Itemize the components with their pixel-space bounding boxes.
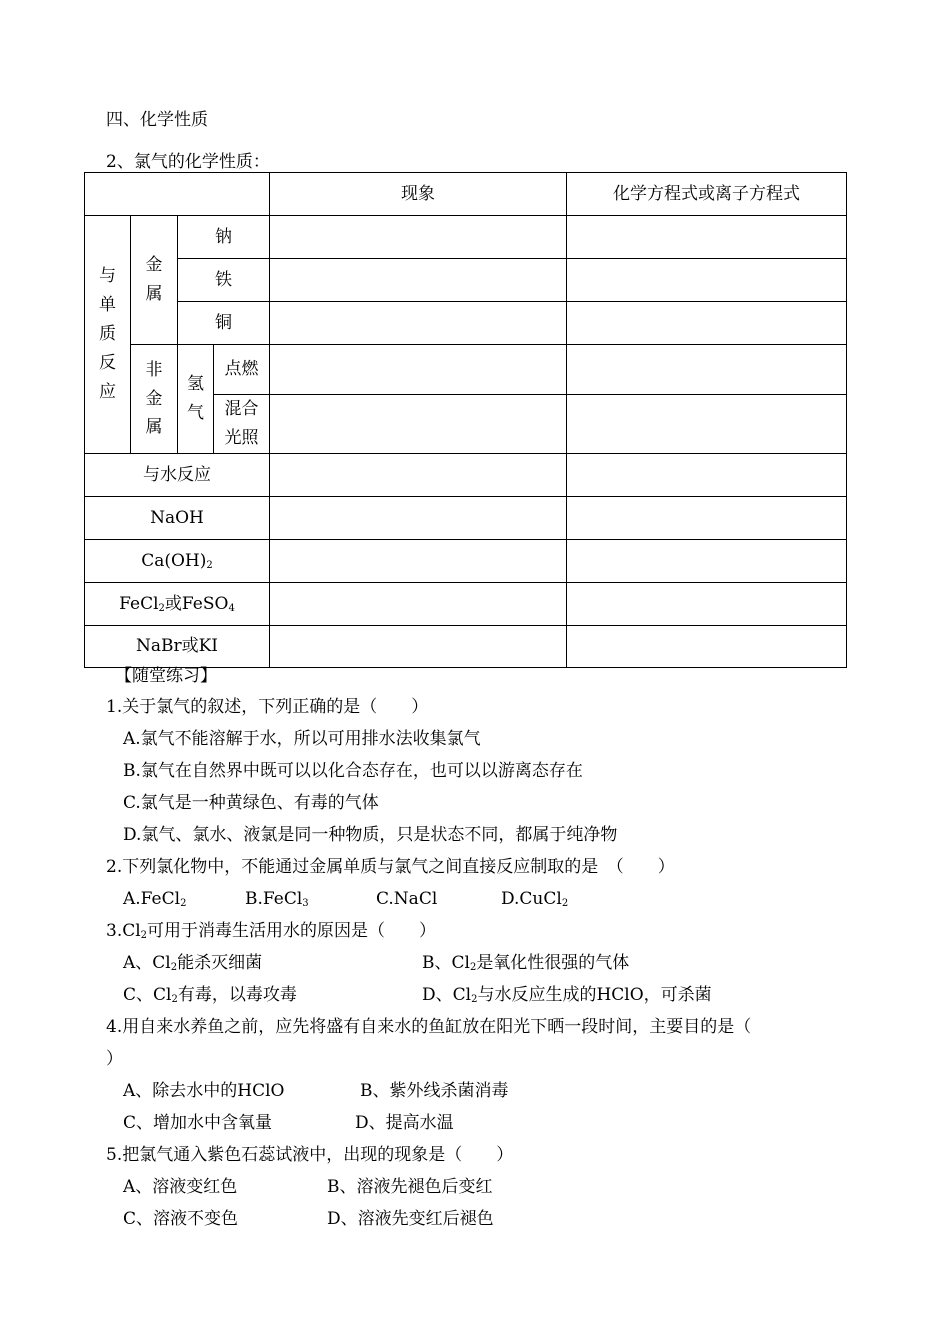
answer-cell[interactable]	[270, 216, 567, 259]
row-fecl2-feso4	[85, 583, 270, 626]
q5-option-c[interactable]: C、溶液不变色	[123, 1209, 239, 1229]
answer-cell[interactable]	[567, 302, 847, 345]
answer-cell[interactable]	[270, 259, 567, 302]
table-row	[85, 302, 847, 345]
chlorine-properties-table	[84, 172, 847, 668]
q3-d-post: 与水反应生成的HClO，可杀菌	[477, 985, 712, 1005]
answer-cell[interactable]	[567, 395, 847, 454]
q1-option-a[interactable]: A.氯气不能溶解于水，所以可用排水法收集氯气	[123, 729, 481, 749]
q3-option-c[interactable]	[123, 987, 297, 1005]
answer-cell[interactable]	[270, 540, 567, 583]
group-metal	[131, 216, 178, 345]
q3-c-post: 有毒，以毒攻毒	[177, 985, 297, 1005]
q2-a-sub: 2	[180, 898, 187, 909]
table-row	[85, 216, 847, 259]
question-5: 5.把氯气通入紫色石蕊试液中，出现的现象是（ ）	[106, 1145, 514, 1165]
header-equation: 化学方程式或离子方程式	[567, 173, 847, 216]
answer-cell[interactable]	[567, 454, 847, 497]
h2-light-label: 混合光照	[224, 399, 259, 448]
q3-pre: 3.Cl	[106, 921, 141, 941]
table-row	[85, 583, 847, 626]
q3-option-a[interactable]	[123, 955, 262, 973]
q2-option-b[interactable]	[245, 891, 309, 909]
q3-option-b[interactable]	[422, 955, 629, 973]
q3-post: 可用于消毒生活用水的原因是（ ）	[147, 921, 437, 941]
metal-fe: 铁	[178, 259, 270, 302]
answer-cell[interactable]	[567, 626, 847, 668]
answer-cell[interactable]	[567, 540, 847, 583]
table-row	[85, 259, 847, 302]
answer-cell[interactable]	[567, 497, 847, 540]
answer-cell[interactable]	[270, 497, 567, 540]
q2-d-text: D.CuCl	[501, 889, 562, 909]
answer-cell[interactable]	[270, 395, 567, 454]
q2-b-text: B.FeCl	[245, 889, 303, 909]
q3-d-pre: D、Cl	[422, 985, 472, 1005]
answer-cell[interactable]	[567, 259, 847, 302]
q2-a-text: A.FeCl	[123, 889, 181, 909]
practice-heading: 【随堂练习】	[115, 666, 217, 686]
row-nabr-ki: NaBr或KI	[85, 626, 270, 668]
q5-option-b[interactable]: B、溶液先褪色后变红	[327, 1177, 493, 1197]
metal-na: 钠	[178, 216, 270, 259]
group-single-label: 与单质反应	[99, 266, 116, 402]
answer-cell[interactable]	[270, 454, 567, 497]
q3-b-sub: 2	[469, 962, 477, 973]
hydrogen-cell	[178, 345, 214, 454]
table-row	[85, 454, 847, 497]
answer-cell[interactable]	[567, 583, 847, 626]
table-row	[85, 626, 847, 668]
question-4: 4.用自来水养鱼之前，应先将盛有自来水的鱼缸放在阳光下晒一段时间，主要目的是（	[106, 1017, 752, 1037]
q2-option-c[interactable]: C.NaCl	[376, 889, 438, 909]
q3-a-post: 能杀灭细菌	[177, 953, 263, 973]
question-2: 2.下列氯化物中，不能通过金属单质与氯气之间直接反应制取的是 （ ）	[106, 857, 675, 877]
row-caoh2	[85, 540, 270, 583]
q4-option-b[interactable]: B、紫外线杀菌消毒	[360, 1081, 509, 1101]
question-3	[106, 923, 436, 941]
q1-option-c[interactable]: C.氯气是一种黄绿色、有毒的气体	[123, 793, 379, 813]
q1-option-b[interactable]: B.氯气在自然界中既可以以化合态存在，也可以以游离态存在	[123, 761, 583, 781]
group-nonmetal	[131, 345, 178, 454]
q2-b-sub: 3	[302, 898, 309, 909]
table-row	[85, 497, 847, 540]
group-single-substance	[85, 216, 131, 454]
answer-cell[interactable]	[567, 345, 847, 395]
answer-cell[interactable]	[567, 216, 847, 259]
table-row	[85, 540, 847, 583]
table-title: 2、氯气的化学性质：	[106, 152, 270, 172]
q3-a-pre: A、Cl	[123, 953, 171, 973]
table-header-row	[85, 173, 847, 216]
hydrogen-label: 氢气	[187, 374, 204, 423]
section-title: 四、化学性质	[106, 110, 208, 130]
q3-c-sub: 2	[171, 994, 178, 1005]
answer-cell[interactable]	[270, 345, 567, 395]
q3-b-post: 是氧化性很强的气体	[476, 953, 630, 973]
q3-sub: 2	[140, 930, 148, 941]
row-caoh2-text: Ca(OH)	[141, 550, 207, 571]
row-caoh2-sub: 2	[206, 559, 213, 571]
q2-d-sub: 2	[561, 898, 569, 909]
header-blank-cell	[85, 173, 270, 216]
question-4-continued: ）	[106, 1049, 123, 1069]
answer-cell[interactable]	[270, 626, 567, 668]
header-phenomenon: 现象	[270, 173, 567, 216]
table-row	[85, 345, 847, 395]
q1-option-d[interactable]: D.氯气、氯水、液氯是同一种物质，只是状态不同，都属于纯净物	[123, 825, 618, 845]
q2-option-d[interactable]	[501, 891, 568, 909]
q4-option-a[interactable]: A、除去水中的HClO	[123, 1081, 285, 1101]
h2-ignite: 点燃	[214, 345, 270, 395]
q3-b-pre: B、Cl	[422, 953, 470, 973]
q5-option-a[interactable]: A、溶液变红色	[123, 1177, 238, 1197]
row-fe-sub2: 4	[228, 602, 235, 614]
row-water: 与水反应	[85, 454, 270, 497]
q5-option-d[interactable]: D、溶液先变红后褪色	[327, 1209, 494, 1229]
row-fe-text-a: FeCl	[119, 593, 159, 614]
answer-cell[interactable]	[270, 583, 567, 626]
metal-cu: 铜	[178, 302, 270, 345]
row-fe-sub1: 2	[158, 602, 165, 614]
q3-option-d[interactable]	[422, 987, 712, 1005]
group-nonmetal-label: 非金属	[145, 359, 163, 438]
q3-d-sub: 2	[471, 994, 478, 1005]
h2-light-cell	[214, 395, 270, 454]
q4-option-c[interactable]: C、增加水中含氧量	[123, 1113, 273, 1133]
q4-option-d[interactable]: D、提高水温	[355, 1113, 454, 1133]
row-naoh: NaOH	[85, 497, 270, 540]
q3-a-sub: 2	[170, 962, 178, 973]
row-fe-text-b: 或FeSO	[164, 593, 229, 614]
question-1: 1.关于氯气的叙述，下列正确的是（ ）	[106, 697, 429, 717]
group-metal-label: 金属	[145, 255, 163, 304]
answer-cell[interactable]	[270, 302, 567, 345]
q3-c-pre: C、Cl	[123, 985, 172, 1005]
q2-option-a[interactable]	[123, 891, 186, 909]
